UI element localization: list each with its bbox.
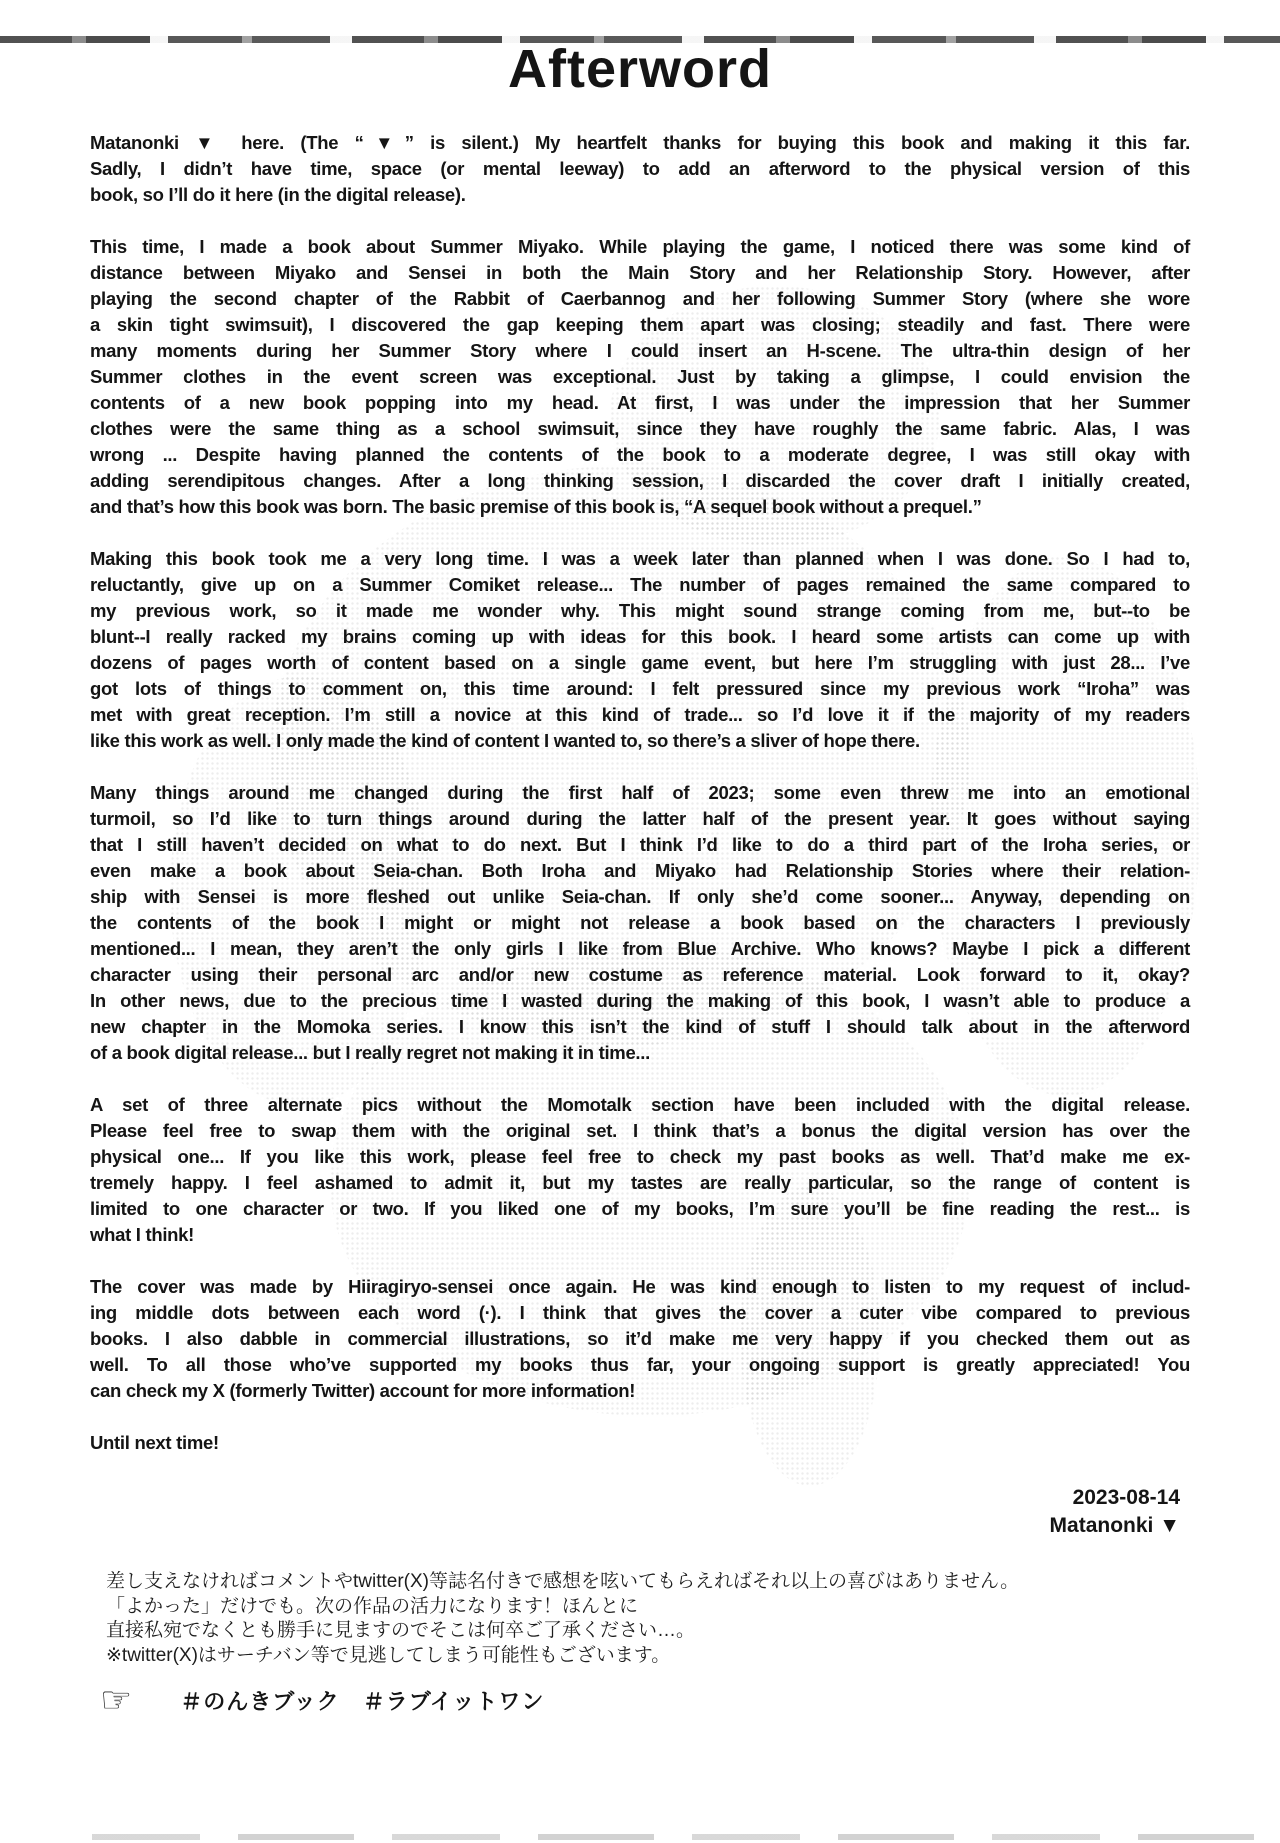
paragraph-line: clothes were the same thing as a school swimsuit, since they have roughly the same fabric. Alas, I was	[90, 418, 1190, 439]
paragraph-line: well. To all those who’ve supported my books thus far, your ongoing support is greatly appreciated! You	[90, 1354, 1190, 1375]
paragraph	[90, 780, 1190, 1066]
paragraph-line: that I still haven’t decided on what to do next. But I think I’d like to do a third part of the Iroha series, or	[90, 834, 1190, 855]
paragraph-line: and that’s how this book was born. The basic premise of this book is, “A sequel book without a prequel.”	[90, 496, 982, 517]
signature-name: Matanonki ▼	[1049, 1514, 1180, 1537]
paragraph-line: reluctantly, give up on a Summer Comiket release... The number of pages remained the same compared to	[90, 574, 1190, 595]
paragraph-line: This time, I made a book about Summer Miyako. While playing the game, I noticed there was some kind of	[90, 236, 1190, 257]
paragraph	[90, 1430, 1190, 1456]
paragraph-line: physical one... If you like this work, please feel free to check my past books as well. That’d make me ex-	[90, 1146, 1190, 1167]
paragraph-line: distance between Miyako and Sensei in both the Main Story and her Relationship Story. However, after	[90, 262, 1190, 283]
paragraph-line: my previous work, so it made me wonder why. This might sound strange coming from me, but--to be	[90, 600, 1190, 621]
scan-artifact-bottom	[92, 1834, 1280, 1840]
paragraph-line: Matanonki ▼ here. (The “▼” is silent.) My heartfelt thanks for buying this book and making it this far.	[90, 132, 1190, 153]
signature-block	[90, 1484, 1190, 1540]
hashtags-text: ＃のんきブック ＃ラブイットワン	[180, 1688, 545, 1714]
paragraph-line: contents of a new book popping into my head. At first, I was under the impression that her Summer	[90, 392, 1190, 413]
paragraph-line: Sadly, I didn’t have time, space (or mental leeway) to add an afterword to the physical version of this	[90, 158, 1190, 179]
paragraph	[90, 234, 1190, 520]
paragraph-line: ship with Sensei is more fleshed out unlike Seia-chan. If only she’d come sooner... Anyway, depending on	[90, 886, 1190, 907]
paragraph	[90, 130, 1190, 208]
japanese-note	[106, 1570, 1190, 1668]
japanese-note-line: 直接私宛でなくとも勝手に見ますのでそこは何卒ご了承ください…。	[106, 1620, 696, 1641]
paragraph-line: blunt--I really racked my brains coming up with ideas for this book. I heard some artists can come up with	[90, 626, 1190, 647]
paragraph-line: Making this book took me a very long time. I was a week later than planned when I was done. So I had to,	[90, 548, 1190, 569]
japanese-note-line: 差し支えなければコメントやtwitter(X)等誌名付きで感想を呟いてもらえればそれ以上の喜びはありません。	[106, 1571, 1020, 1592]
paragraph-line: book, so I’ll do it here (in the digital release).	[90, 184, 466, 205]
paragraph-line: character using their personal arc and/or new costume as reference material. Look forward to it, okay?	[90, 964, 1190, 985]
afterword-body	[90, 130, 1190, 1456]
paragraph-line: Many things around me changed during the first half of 2023; some even threw me into an emotional	[90, 782, 1190, 803]
paragraph-line: the contents of the book I might or might not release a book based on the characters I previously	[90, 912, 1190, 933]
pointing-hand-icon: ☞	[100, 1679, 133, 1720]
paragraph-line: got lots of things to comment on, this time around: I felt pressured since my previous work “Iroha” was	[90, 678, 1190, 699]
paragraph-line: limited to one character or two. If you liked one of my books, I’m sure you’ll be fine reading the rest... is	[90, 1198, 1190, 1219]
paragraph-line: tremely happy. I feel ashamed to admit it, but my tastes are really particular, so the range of content is	[90, 1172, 1190, 1193]
paragraph-line: Until next time!	[90, 1432, 219, 1453]
paragraph-line: many moments during her Summer Story where I could insert an H-scene. The ultra-thin design of her	[90, 340, 1190, 361]
paragraph-line: of a book digital release... but I really regret not making it in time...	[90, 1042, 650, 1063]
paragraph-line: books. I also dabble in commercial illustrations, so it’d make me very happy if you checked them out as	[90, 1328, 1190, 1349]
paragraph-line: a skin tight swimsuit), I discovered the gap keeping them apart was closing; steadily and fast. There were	[90, 314, 1190, 335]
paragraph-line: like this work as well. I only made the kind of content I wanted to, so there’s a sliver of hope there.	[90, 730, 920, 751]
signature-date: 2023-08-14	[1072, 1486, 1180, 1509]
paragraph	[90, 1274, 1190, 1404]
paragraph-line: turmoil, so I’d like to turn things around during the latter half of the present year. It goes without saying	[90, 808, 1190, 829]
afterword-page	[0, 36, 1280, 1718]
paragraph	[90, 1092, 1190, 1248]
paragraph-line: ing middle dots between each word (·). I think that gives the cover a cuter vibe compared to previous	[90, 1302, 1190, 1323]
paragraph-line: playing the second chapter of the Rabbit of Caerbannog and her following Summer Story (where she wore	[90, 288, 1190, 309]
paragraph-line: dozens of pages worth of content based on a single game event, but here I’m struggling with just 28... I’ve	[90, 652, 1190, 673]
paragraph-line: adding serendipitous changes. After a long thinking session, I discarded the cover draft I initially created,	[90, 470, 1190, 491]
paragraph-line: what I think!	[90, 1224, 195, 1245]
page-title: Afterword	[508, 39, 772, 99]
japanese-note-line: 「よかった」だけでも。次の作品の活力になります！ほんとに	[106, 1595, 639, 1617]
paragraph-line: wrong ... Despite having planned the contents of the book to a moderate degree, I was still okay with	[90, 444, 1190, 465]
paragraph-line: even make a book about Seia-chan. Both Iroha and Miyako had Relationship Stories where their relation-	[90, 860, 1190, 881]
paragraph-line: Summer clothes in the event screen was exceptional. Just by taking a glimpse, I could envision the	[90, 366, 1190, 387]
paragraph-line: new chapter in the Momoka series. I know this isn’t the kind of stuff I should talk about in the afterword	[90, 1016, 1190, 1037]
paragraph-line: In other news, due to the precious time I wasted during the making of this book, I wasn’t able to produce a	[90, 990, 1190, 1011]
hashtag-row	[100, 1679, 1190, 1720]
japanese-note-line: ※twitter(X)はサーチバン等で見逃してしまう可能性もございます。	[106, 1644, 671, 1666]
paragraph-line: The cover was made by Hiiragiryo-sensei once again. He was kind enough to listen to my request of includ-	[90, 1276, 1190, 1297]
paragraph-line: Please feel free to swap them with the original set. I think that’s a bonus the digital version has over the	[90, 1120, 1190, 1141]
paragraph-line: met with great reception. I’m still a novice at this kind of trade... so I’d love it if the majority of my readers	[90, 704, 1190, 725]
paragraph	[90, 546, 1190, 754]
paragraph-line: can check my X (formerly Twitter) account for more information!	[90, 1380, 636, 1401]
paragraph-line: A set of three alternate pics without the Momotalk section have been included with the digital release.	[90, 1094, 1190, 1115]
paragraph-line: mentioned... I mean, they aren’t the only girls I like from Blue Archive. Who knows? Maybe I pick a different	[90, 938, 1190, 959]
